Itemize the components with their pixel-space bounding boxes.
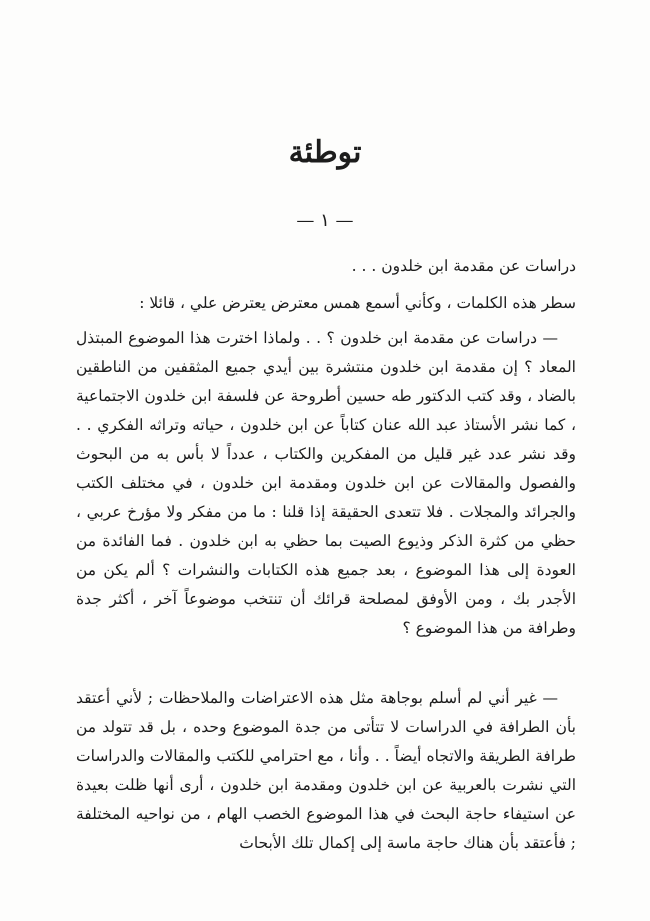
intro-line: دراسات عن مقدمة ابن خلدون . . . <box>351 257 576 275</box>
paragraph-2: — غير أني لم أسلم بوجاهة مثل هذه الاعتراضات والملاحظات ; لأني أعتقد بأن الطرافة في الدراسات لا تتأتى من جدة الموضوع وحده ، بل قد تتولد من طرافة الطريقة والاتجاه أيضاً . . وأنا ، مع احترامي للكتب والمقالات والدراسات التي نشرت بالعربية عن ابن خلدون ومقدمة ابن خلدون ، أرى أنها ظلت بعيدة عن استيفاء حاجة البحث في هذا الموضوع الخصب الهام ، من نواحيه المختلفة ; فأعتقد بأن هناك حاجة ماسة إلى إكمال تلك الأبحاث <box>76 689 576 852</box>
page-title: توطئة <box>288 135 362 170</box>
objection-intro-line: سطر هذه الكلمات ، وكأني أسمع همس معترض يعترض علي ، قائلا : <box>139 294 576 312</box>
section-number: — ١ — <box>296 210 354 231</box>
paragraph-1: — دراسات عن مقدمة ابن خلدون ؟ . . ولماذا اخترت هذا الموضوع المبتذل المعاد ؟ إن مقدمة ابن خلدون منتشرة بين أيدي جميع المثقفين من الناطقين بالضاد ، وقد كتب الدكتور طه حسين أطروحة عن فلسفة ابن خلدون الاجتماعية ، كما نشر الأستاذ عبد الله عنان كتاباً عن ابن خلدون ، حياته وتراثه الفكري . . وقد نشر عدد غير قليل من المفكرين والكتاب ، عدداً لا بأس به من البحوث والفصول والمقالات عن ابن خلدون ومقدمة ابن خلدون ، في مختلف الكتب والجرائد والمجلات . فلا تتعدى الحقيقة إذا قلنا : ما من مفكر ولا مؤرخ عربي ، حظي من كثرة الذكر وذيوع الصيت بما حظي به ابن خلدون . فما الفائدة من العودة إلى هذا الموضوع ، بعد جميع هذه الكتابات والنشرات ؟ ألم يكن من الأجدر بك ، ومن الأوفق لمصلحة قرائك أن تنتخب موضوعاً آخر ، أكثر جدة وطرافة من هذا الموضوع ؟ <box>76 329 576 637</box>
